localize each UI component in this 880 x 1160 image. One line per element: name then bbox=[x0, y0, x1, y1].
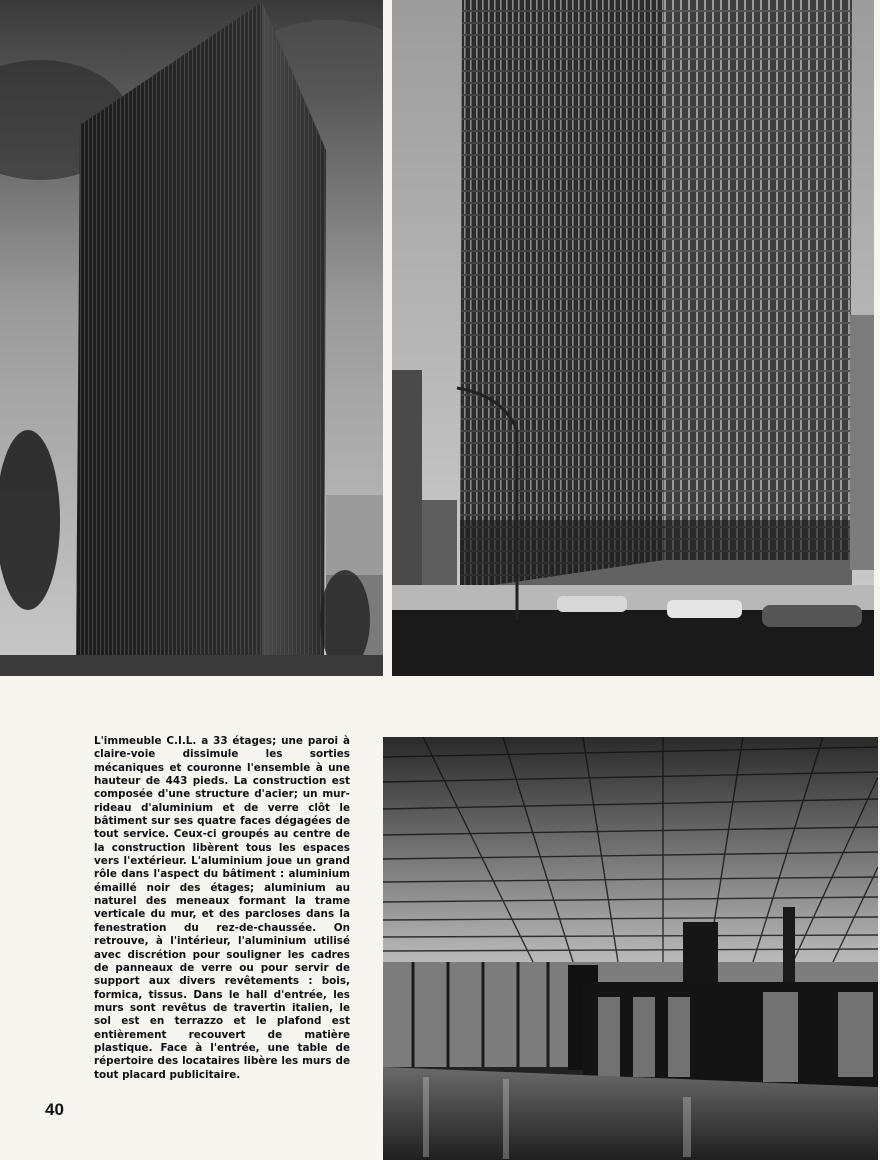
page-number: 40 bbox=[45, 1100, 64, 1119]
photo-tower-left bbox=[0, 0, 383, 676]
photo-tower-right bbox=[392, 0, 874, 676]
article-body: L'immeuble C.I.L. a 33 étages; une paroi à claire-voie dissimule les sorties mécaniques et couronne l'ensemble à une hauteur de 443 pieds. La construction est composée d'une structure d'acier; un mur-rideau d'aluminium et de verre clôt le bâtiment sur ses quatre faces dégagées de tout service. Ceux-ci groupés au centre de la construction libèrent tous les espaces vers l'extérieur. L'aluminium joue un grand rôle dans l'aspect du bâtiment : aluminium émaillé noir des étages; aluminium au naturel des meneaux formant la trame verticale du mur, et des parcloses dans la fenestration du rez-de-chaussée. On retrouve, à l'intérieur, l'aluminium utilisé avec discrétion pour souligner les cadres de panneaux de verre ou pour servir de support aux divers revêtements : bois, formica, tissus. Dans le hall d'entrée, les murs sont revêtus de travertin italien, le sol est en terrazzo et le plafond est entièrement recouvert de matière plastique. Face à l'entrée, une table de répertoire des locataires libère les murs de tout placard publicitaire. bbox=[94, 735, 350, 1081]
photo-lobby-interior bbox=[383, 737, 878, 1160]
